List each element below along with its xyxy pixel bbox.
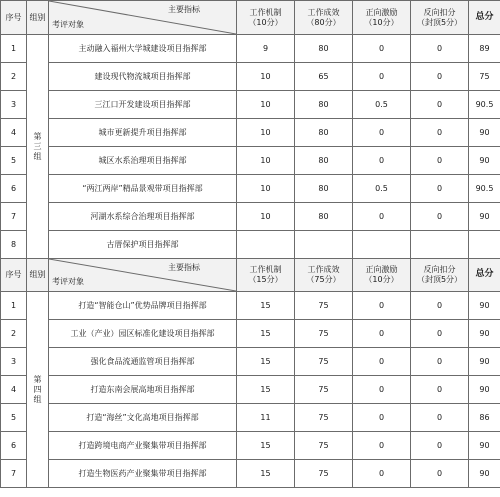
row-seq: 8: [1, 231, 27, 259]
table-row: [1, 203, 500, 231]
header-work-effect: [295, 259, 353, 292]
row-total-score: 90.5: [469, 175, 500, 203]
row-work-effect-score: 75: [295, 292, 353, 320]
row-object-name: 主动融入福州大学城建设项目指挥部: [49, 35, 237, 63]
row-work-mechanism-score: 10: [237, 63, 295, 91]
row-positive-incentive-score: 0: [353, 320, 411, 348]
row-positive-incentive-score: 0: [353, 203, 411, 231]
header-label-line2: （封顶5分）: [416, 275, 463, 284]
row-positive-incentive-score: 0: [353, 35, 411, 63]
row-work-mechanism-score: 10: [237, 175, 295, 203]
row-work-effect-score: 80: [295, 119, 353, 147]
row-object-name: 三江口开发建设项目指挥部: [49, 91, 237, 119]
header-label-line1: 工作机制: [249, 265, 282, 274]
header-row: [1, 259, 500, 292]
row-work-mechanism-score: 10: [237, 91, 295, 119]
row-seq: 7: [1, 203, 27, 231]
table-row: [1, 175, 500, 203]
row-seq: 4: [1, 376, 27, 404]
row-positive-incentive-score: 0: [353, 292, 411, 320]
row-reverse-deduction-score: 0: [411, 348, 469, 376]
table-row: [1, 231, 500, 259]
row-object-name: 河湖水系综合治理项目指挥部: [49, 203, 237, 231]
row-work-mechanism-score: 15: [237, 320, 295, 348]
row-seq: 3: [1, 91, 27, 119]
row-reverse-deduction-score: 0: [411, 35, 469, 63]
row-total-score: 90: [469, 460, 500, 488]
header-indicator-label: 主要指标: [168, 5, 200, 14]
row-seq: 2: [1, 63, 27, 91]
header-group: 组别: [27, 1, 49, 35]
header-work-mechanism: [237, 259, 295, 292]
group-label-char: 组: [33, 151, 42, 161]
header-label-line2: （15分）: [248, 275, 283, 284]
row-work-effect-score: 75: [295, 376, 353, 404]
row-seq: 6: [1, 432, 27, 460]
header-label-line1: 工作成效: [307, 7, 340, 17]
row-total-score: 75: [469, 63, 500, 91]
row-work-mechanism-score: [237, 231, 295, 259]
row-reverse-deduction-score: 0: [411, 147, 469, 175]
table-row: [1, 119, 500, 147]
header-work-effect: [295, 1, 353, 35]
table-row: [1, 432, 500, 460]
header-label-line2: （80分）: [306, 17, 341, 27]
row-work-effect-score: 75: [295, 404, 353, 432]
header-object-label: 考评对象: [52, 277, 84, 286]
row-total-score: 90: [469, 203, 500, 231]
header-label-line2: （10分）: [248, 17, 283, 27]
row-seq: 2: [1, 320, 27, 348]
row-work-mechanism-score: 15: [237, 292, 295, 320]
row-object-name: 建设现代物流城项目指挥部: [49, 63, 237, 91]
table-row: [1, 320, 500, 348]
row-work-mechanism-score: 10: [237, 147, 295, 175]
header-reverse-deduction: [411, 1, 469, 35]
header-label-line1: 反向扣分: [423, 265, 456, 274]
header-label-line2: （封顶5分）: [416, 17, 463, 27]
row-total-score: 90: [469, 348, 500, 376]
header-label-line1: 正向激励: [365, 265, 398, 274]
row-total-score: 90: [469, 119, 500, 147]
row-reverse-deduction-score: 0: [411, 203, 469, 231]
table-row: [1, 292, 500, 320]
table-row: [1, 63, 500, 91]
group-label: [27, 35, 49, 259]
header-total: 总分: [469, 1, 500, 35]
row-reverse-deduction-score: 0: [411, 63, 469, 91]
header-group: 组别: [27, 259, 49, 292]
row-object-name: 打造“智能仓山”优势品牌项目指挥部: [49, 292, 237, 320]
row-positive-incentive-score: 0: [353, 404, 411, 432]
row-reverse-deduction-score: 0: [411, 119, 469, 147]
table-row: [1, 348, 500, 376]
row-reverse-deduction-score: 0: [411, 376, 469, 404]
row-seq: 5: [1, 147, 27, 175]
row-work-mechanism-score: 9: [237, 35, 295, 63]
row-work-effect-score: 80: [295, 203, 353, 231]
header-reverse-deduction: [411, 259, 469, 292]
header-positive-incentive: [353, 259, 411, 292]
row-seq: 7: [1, 460, 27, 488]
row-seq: 3: [1, 348, 27, 376]
row-reverse-deduction-score: 0: [411, 292, 469, 320]
header-label-line2: （75分）: [306, 275, 341, 284]
row-object-name: 打造跨境电商产业聚集带项目指挥部: [49, 432, 237, 460]
header-label-line1: 工作机制: [249, 7, 282, 17]
row-total-score: 90: [469, 432, 500, 460]
row-object-name: 打造“海丝”文化高地项目指挥部: [49, 404, 237, 432]
row-work-mechanism-score: 10: [237, 119, 295, 147]
row-seq: 4: [1, 119, 27, 147]
header-total: 总分: [469, 259, 500, 292]
row-work-mechanism-score: 15: [237, 432, 295, 460]
row-positive-incentive-score: 0.5: [353, 91, 411, 119]
row-reverse-deduction-score: 0: [411, 91, 469, 119]
row-reverse-deduction-score: 0: [411, 175, 469, 203]
row-positive-incentive-score: 0.5: [353, 175, 411, 203]
row-positive-incentive-score: 0: [353, 460, 411, 488]
header-work-mechanism: [237, 1, 295, 35]
row-work-effect-score: 65: [295, 63, 353, 91]
row-work-effect-score: 75: [295, 460, 353, 488]
row-total-score: 86: [469, 404, 500, 432]
row-object-name: 古厝保护项目指挥部: [49, 231, 237, 259]
row-seq: 1: [1, 292, 27, 320]
group-label-char: 第: [33, 131, 42, 141]
row-total-score: 90.5: [469, 91, 500, 119]
row-positive-incentive-score: 0: [353, 432, 411, 460]
header-seq: 序号: [1, 1, 27, 35]
row-reverse-deduction-score: 0: [411, 432, 469, 460]
table-row: [1, 404, 500, 432]
row-seq: 6: [1, 175, 27, 203]
row-object-name: 打造东南会展高地项目指挥部: [49, 376, 237, 404]
row-work-effect-score: 80: [295, 35, 353, 63]
row-object-name: “两江两岸”精品景观带项目指挥部: [49, 175, 237, 203]
group-label: [27, 292, 49, 488]
row-reverse-deduction-score: 0: [411, 320, 469, 348]
header-label-line1: 正向激励: [365, 7, 398, 17]
header-diagonal-cell: [49, 1, 237, 35]
score-table-body: [1, 1, 500, 488]
row-total-score: [469, 231, 500, 259]
header-label-line2: （10分）: [364, 17, 399, 27]
table-row: [1, 91, 500, 119]
row-seq: 1: [1, 35, 27, 63]
row-object-name: 强化食品流通监管项目指挥部: [49, 348, 237, 376]
row-object-name: 城区水系治理项目指挥部: [49, 147, 237, 175]
row-total-score: 90: [469, 292, 500, 320]
row-work-effect-score: [295, 231, 353, 259]
row-work-effect-score: 80: [295, 147, 353, 175]
row-work-mechanism-score: 11: [237, 404, 295, 432]
row-work-mechanism-score: 15: [237, 376, 295, 404]
row-object-name: 工业（产业）园区标准化建设项目指挥部: [49, 320, 237, 348]
row-total-score: 90: [469, 147, 500, 175]
row-work-effect-score: 75: [295, 348, 353, 376]
group-label-char: 三: [33, 141, 42, 151]
group-label-char: 四: [33, 384, 42, 394]
row-total-score: 90: [469, 320, 500, 348]
row-work-mechanism-score: 10: [237, 203, 295, 231]
row-work-mechanism-score: 15: [237, 348, 295, 376]
header-indicator-label: 主要指标: [168, 263, 200, 272]
row-positive-incentive-score: 0: [353, 119, 411, 147]
row-reverse-deduction-score: [411, 231, 469, 259]
row-positive-incentive-score: [353, 231, 411, 259]
table-row: [1, 376, 500, 404]
row-work-effect-score: 75: [295, 320, 353, 348]
row-total-score: 89: [469, 35, 500, 63]
row-positive-incentive-score: 0: [353, 147, 411, 175]
row-reverse-deduction-score: 0: [411, 404, 469, 432]
row-seq: 5: [1, 404, 27, 432]
table-row: [1, 460, 500, 488]
header-label-line2: （10分）: [364, 275, 399, 284]
row-reverse-deduction-score: 0: [411, 460, 469, 488]
header-row: [1, 1, 500, 35]
row-total-score: 90: [469, 376, 500, 404]
row-work-effect-score: 80: [295, 175, 353, 203]
group-label-char: 组: [33, 394, 42, 404]
header-diagonal-cell: [49, 259, 237, 292]
group-label-char: 第: [33, 374, 42, 384]
header-label-line1: 工作成效: [307, 265, 340, 274]
row-positive-incentive-score: 0: [353, 376, 411, 404]
table-row: [1, 147, 500, 175]
row-object-name: 打造生物医药产业聚集带项目指挥部: [49, 460, 237, 488]
header-positive-incentive: [353, 1, 411, 35]
header-object-label: 考评对象: [52, 20, 84, 29]
header-label-line1: 反向扣分: [423, 7, 456, 17]
row-work-effect-score: 80: [295, 91, 353, 119]
row-positive-incentive-score: 0: [353, 348, 411, 376]
row-object-name: 城市更新提升项目指挥部: [49, 119, 237, 147]
header-seq: 序号: [1, 259, 27, 292]
row-positive-incentive-score: 0: [353, 63, 411, 91]
row-work-effect-score: 75: [295, 432, 353, 460]
table-row: [1, 35, 500, 63]
row-work-mechanism-score: 15: [237, 460, 295, 488]
